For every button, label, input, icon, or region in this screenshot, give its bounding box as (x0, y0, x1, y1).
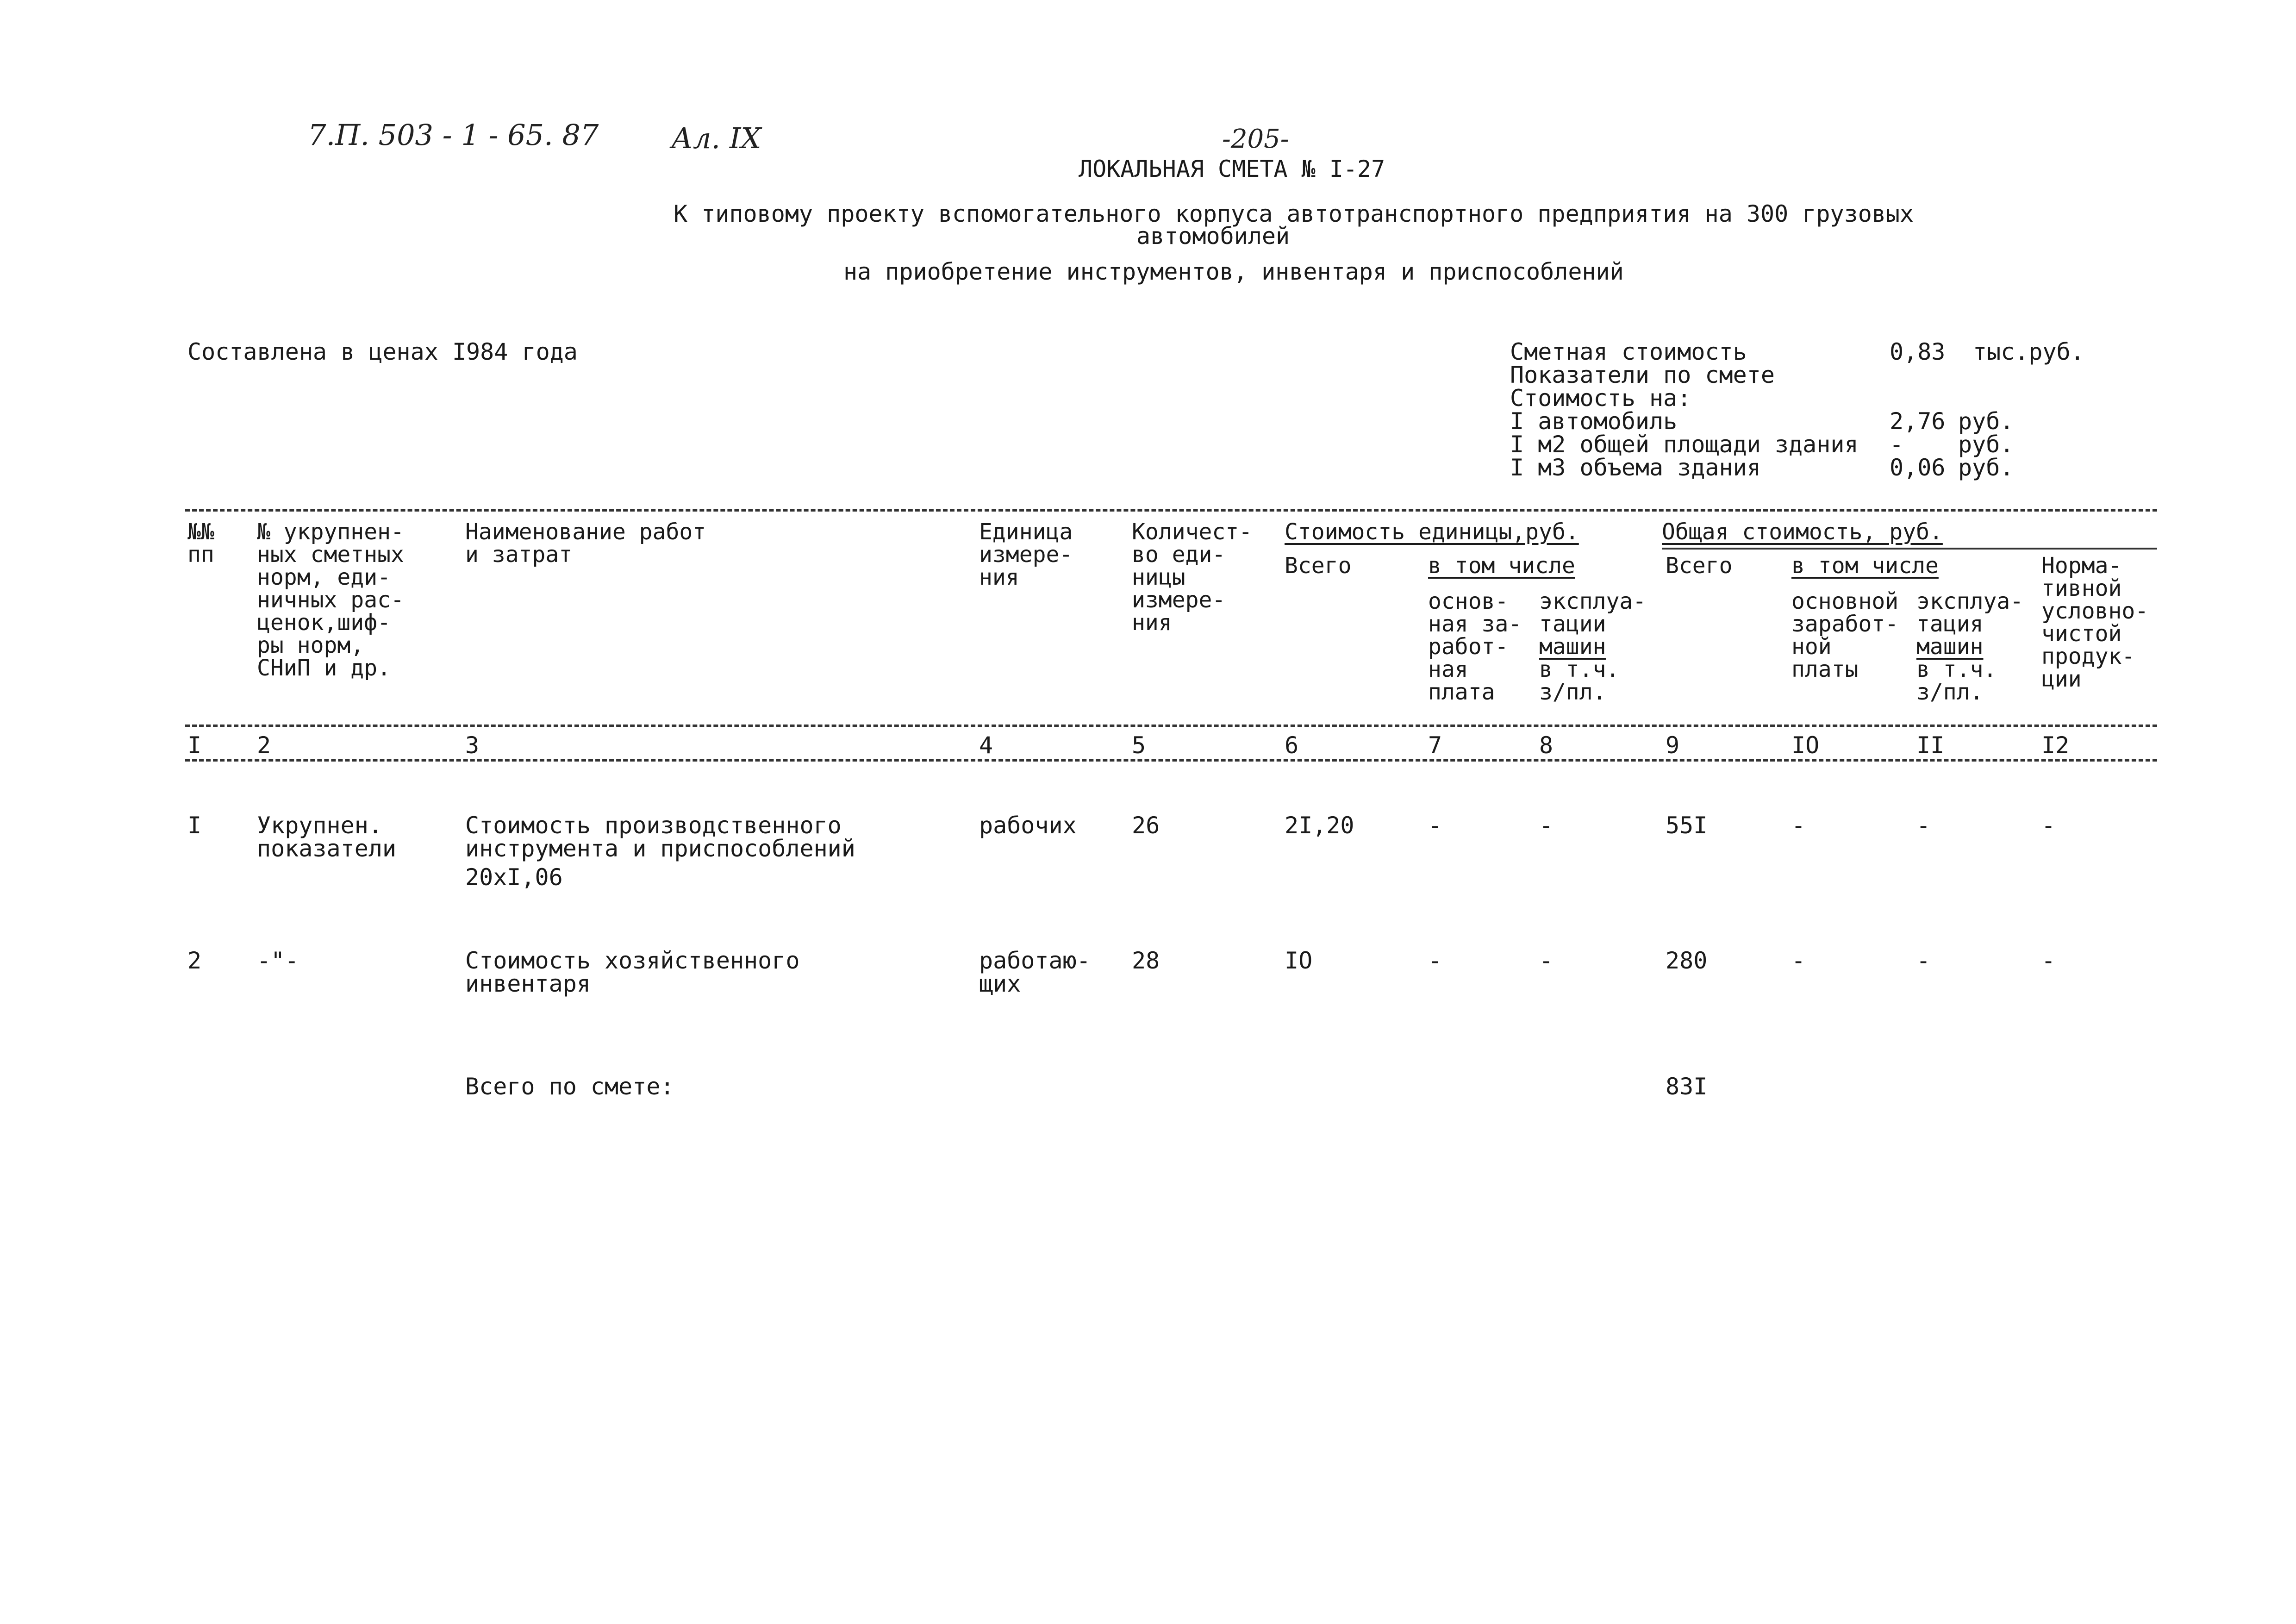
document-title: ЛОКАЛЬНАЯ СМЕТА № I-27 (1079, 156, 1385, 182)
per-m3-value: 0,06 (1890, 454, 1946, 481)
header-total-basic-wage: основной заработ- ной платы (1791, 588, 1899, 682)
doc-code: 7.П. 503 - 1 - 65. 87 (308, 118, 599, 152)
header-work-name: Наименование работ и затрат (465, 519, 706, 568)
row-unit-cost: 2I,20 (1285, 812, 1354, 839)
per-m2-value: - (1890, 431, 1904, 458)
header-normative-output: Норма- тивной условно- чистой продук- ции (2041, 553, 2149, 692)
row-quantity: 28 (1132, 947, 1160, 974)
row-total-machines: - (1916, 812, 1931, 839)
column-number: 4 (979, 732, 993, 759)
column-number: 5 (1132, 732, 1146, 759)
header-unit-machine-op: эксплуа- тации (1539, 588, 1647, 637)
row-normative: - (2041, 812, 2056, 839)
header-including-2: в том числе (1791, 553, 1939, 579)
subtitle-line-2: автомобилей (1136, 223, 1290, 250)
column-number: 3 (465, 732, 480, 759)
header-quantity: Количест- во еди- ницы измере- ния (1132, 519, 1253, 636)
column-numbers-rule (185, 759, 2157, 762)
header-unit-basic-wage: основ- ная за- работ- ная плата (1428, 588, 1522, 705)
compiled-in-prices: Составлена в ценах I984 года (187, 338, 578, 365)
page-number: -205- (1222, 124, 1289, 154)
row-norm: Укрупнен. показатели (257, 812, 397, 862)
per-m3-label: I м3 объема здания (1510, 454, 1761, 481)
per-m3-unit: руб. (1958, 454, 2014, 481)
row-total-wage: - (1791, 812, 1806, 839)
estimated-cost-value: 0,83 (1890, 338, 1946, 365)
row-total-machines: - (1916, 947, 1931, 974)
row-unit: рабочих (979, 812, 1077, 839)
column-number: II (1916, 732, 1945, 759)
row-unit-wage: - (1428, 947, 1442, 974)
grand-total-label: Всего по смете: (465, 1073, 674, 1100)
subtitle-line-3: на приобретение инструментов, инвентаря и приспособлений (843, 258, 1624, 285)
per-car-label: I автомобиль (1510, 408, 1678, 435)
row-unit-machines: - (1539, 947, 1554, 974)
row-total-wage: - (1791, 947, 1806, 974)
column-number: 2 (257, 732, 271, 759)
row-norm: -"- (257, 947, 299, 974)
total-cost-rule (1662, 548, 2157, 550)
header-bottom-rule (185, 725, 2157, 727)
per-m2-label: I м2 общей площади здания (1510, 431, 1859, 458)
header-total-machine-wage: в т.ч. з/пл. (1916, 656, 1997, 705)
estimated-cost-unit: тыс.руб. (1973, 338, 2084, 365)
per-m2-unit: руб. (1958, 431, 2014, 458)
row-quantity: 26 (1132, 812, 1160, 839)
table-top-rule (185, 509, 2157, 512)
header-norm-code: № укрупнен- ных сметных норм, еди- ничных рас- ценок,шиф- ры норм, СНиП и др. (257, 519, 404, 681)
row-total-cost: 55I (1666, 812, 1708, 839)
per-car-value: 2,76 (1890, 408, 1946, 435)
estimated-cost-label: Сметная стоимость (1510, 338, 1747, 365)
header-total-cost: Общая стоимость, руб. (1662, 519, 1943, 545)
column-number: 8 (1539, 732, 1554, 759)
row-calculation: 20xI,06 (465, 864, 563, 891)
header-unit-total: Всего (1285, 553, 1352, 579)
header-including-1: в том числе (1428, 553, 1575, 579)
cost-per-label: Стоимость на: (1510, 385, 1691, 412)
row-unit-machines: - (1539, 812, 1554, 839)
column-number: IO (1791, 732, 1820, 759)
column-number: I (187, 732, 202, 759)
indicators-label: Показатели по смете (1510, 362, 1775, 388)
header-total-machine-op: эксплуа- тация (1916, 588, 2024, 637)
header-unit: Единица измере- ния (979, 519, 1073, 590)
column-number: 6 (1285, 732, 1299, 759)
column-number: 9 (1666, 732, 1680, 759)
row-name: Стоимость хозяйственного инвентаря (465, 947, 800, 997)
header-total-machines: машин (1916, 634, 1984, 660)
grand-total-value: 83I (1666, 1073, 1708, 1100)
header-row-number: №№ пп (187, 519, 214, 568)
row-unit-wage: - (1428, 812, 1442, 839)
row-unit: работаю- щих (979, 947, 1091, 997)
subtitle-line-1: К типовому проекту вспомогательного корпуса автотранспортного предприятия на 300 грузовых (674, 200, 1914, 227)
row-total-cost: 280 (1666, 947, 1708, 974)
album-number: Ал. IX (671, 121, 761, 155)
row-normative: - (2041, 947, 2056, 974)
row-number: 2 (187, 947, 202, 974)
row-number: I (187, 812, 202, 839)
header-unit-cost: Стоимость единицы,руб. (1285, 519, 1579, 545)
header-unit-machine-wage: в т.ч. з/пл. (1539, 656, 1620, 705)
per-car-unit: руб. (1958, 408, 2014, 435)
row-name: Стоимость производственного инструмента и приспособлений (465, 812, 855, 862)
header-unit-machines: машин (1539, 634, 1606, 660)
column-number: 7 (1428, 732, 1442, 759)
column-number: I2 (2041, 732, 2070, 759)
header-grand-total: Всего (1666, 553, 1733, 579)
row-unit-cost: IO (1285, 947, 1313, 974)
